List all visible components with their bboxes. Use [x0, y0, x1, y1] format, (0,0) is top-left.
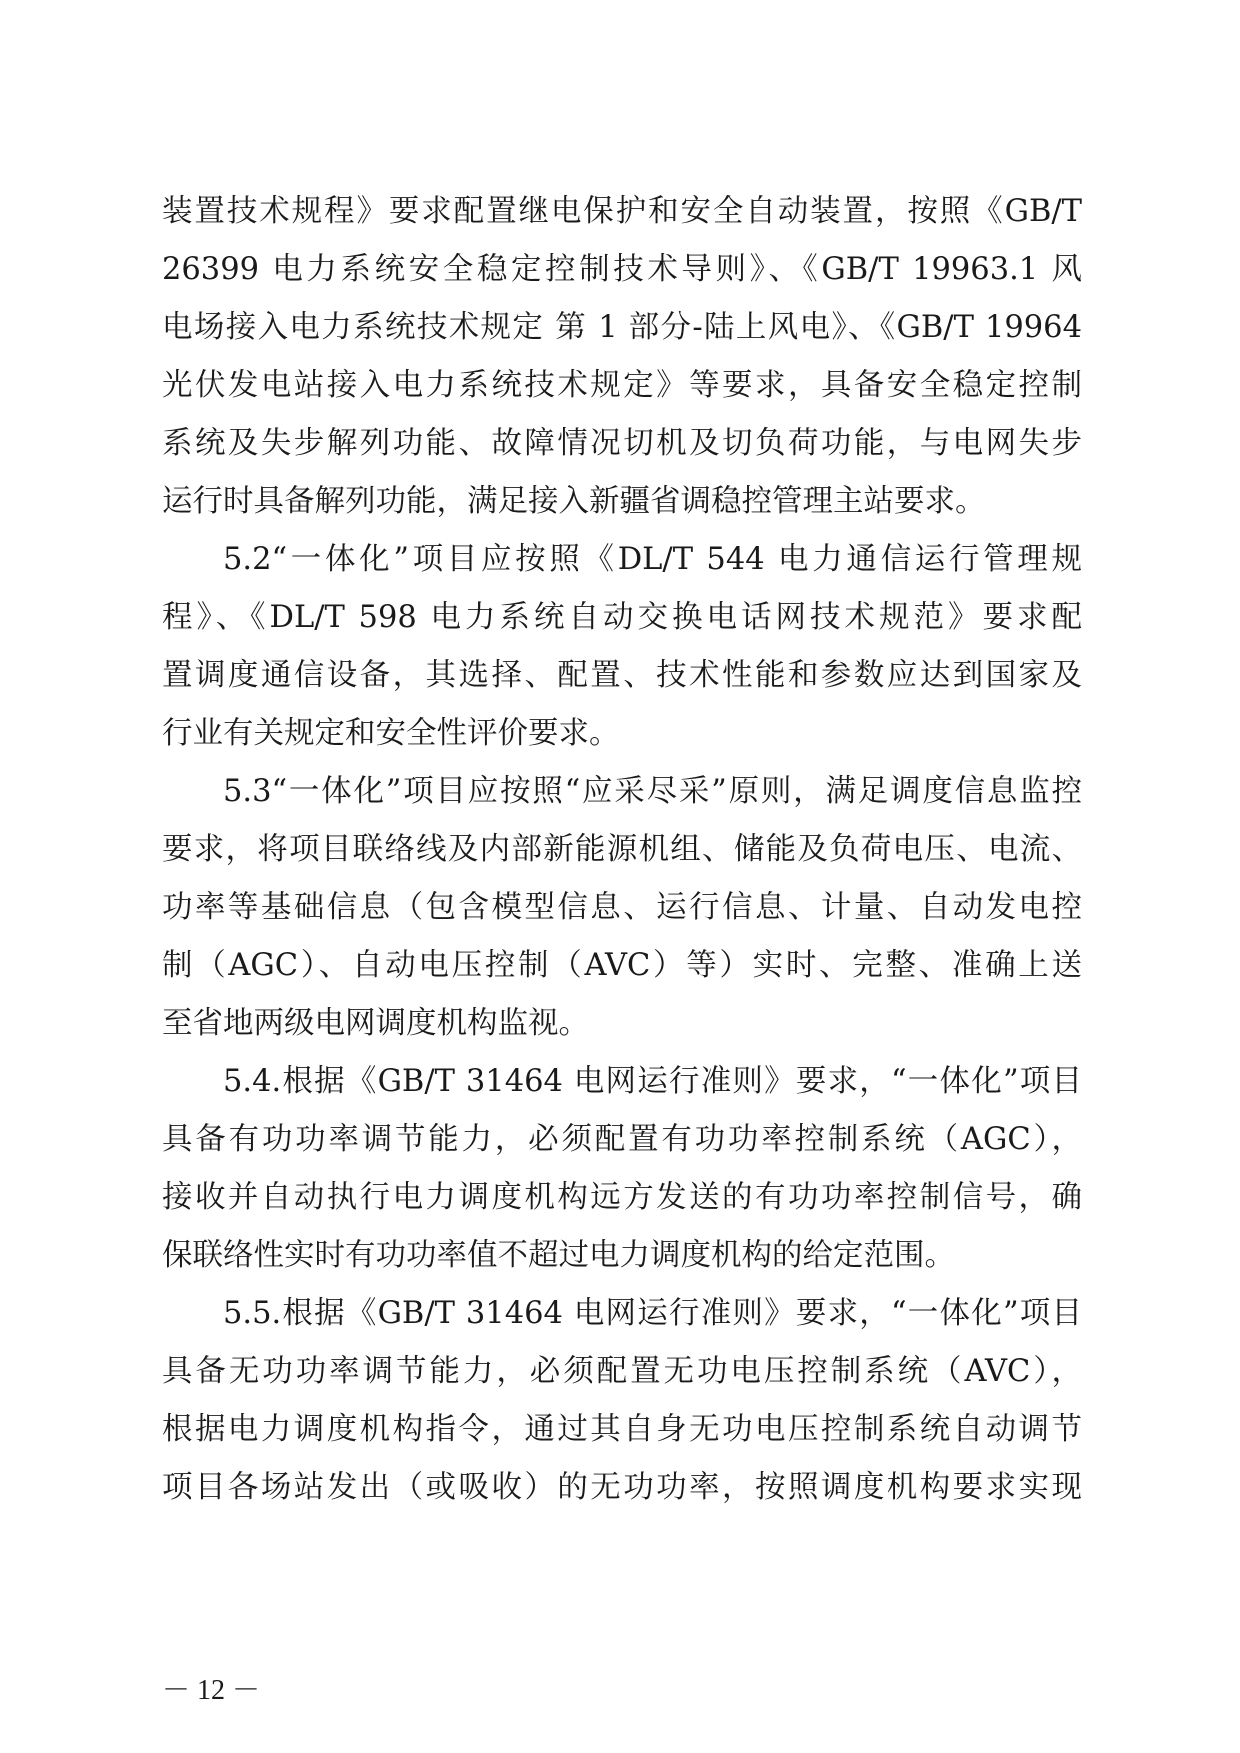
body-text-line: 项目各场站发出（或吸收）的无功功率，按照调度机构要求实现	[162, 1470, 1082, 1505]
body-text-line: 程》、《DL/T 598 电力系统自动交换电话网技术规范》要求配	[162, 600, 1082, 635]
body-text-line: 系统及失步解列功能、故障情况切机及切负荷功能，与电网失步	[162, 426, 1082, 461]
body-text-line: 具备有功功率调节能力，必须配置有功功率控制系统（AGC），	[162, 1122, 1082, 1157]
body-text-line: 光伏发电站接入电力系统技术规定》等要求，具备安全稳定控制	[162, 368, 1082, 403]
body-text-line: 至省地两级电网调度机构监视。	[162, 1006, 589, 1041]
section-5-5-first-line: 5.5.根据《GB/T 31464 电网运行准则》要求，“一体化”项目	[223, 1296, 1082, 1331]
body-text-line: 制（AGC）、自动电压控制（AVC）等）实时、完整、准确上送	[162, 948, 1082, 983]
body-text-line: 运行时具备解列功能，满足接入新疆省调稳控管理主站要求。	[162, 484, 986, 519]
section-5-2-first-line: 5.2“一体化”项目应按照《DL/T 544 电力通信运行管理规	[223, 542, 1082, 577]
body-text-line: 电场接入电力系统技术规定 第 1 部分-陆上风电》、《GB/T 19964	[162, 310, 1082, 345]
body-text-line: 要求，将项目联络线及内部新能源机组、储能及负荷电压、电流、	[162, 832, 1082, 867]
body-text-line: 行业有关规定和安全性评价要求。	[162, 716, 620, 751]
body-text-line: 保联络性实时有功功率值不超过电力调度机构的给定范围。	[162, 1238, 955, 1273]
body-text-line: 26399 电力系统安全稳定控制技术导则》、《GB/T 19963.1 风	[162, 252, 1082, 287]
body-text-line: 功率等基础信息（包含模型信息、运行信息、计量、自动发电控	[162, 890, 1082, 925]
body-text-line: 具备无功功率调节能力，必须配置无功电压控制系统（AVC），	[162, 1354, 1082, 1389]
body-text-line: 根据电力调度机构指令，通过其自身无功电压控制系统自动调节	[162, 1412, 1082, 1447]
body-text-line: 接收并自动执行电力调度机构远方发送的有功功率控制信号，确	[162, 1180, 1082, 1215]
page-number: － 12 －	[162, 1675, 261, 1706]
body-text-line: 置调度通信设备，其选择、配置、技术性能和参数应达到国家及	[162, 658, 1082, 693]
section-5-3-first-line: 5.3“一体化”项目应按照“应采尽采”原则，满足调度信息监控	[223, 774, 1082, 809]
body-text-line: 装置技术规程》要求配置继电保护和安全自动装置，按照《GB/T	[162, 194, 1082, 229]
section-5-4-first-line: 5.4.根据《GB/T 31464 电网运行准则》要求，“一体化”项目	[223, 1064, 1082, 1099]
